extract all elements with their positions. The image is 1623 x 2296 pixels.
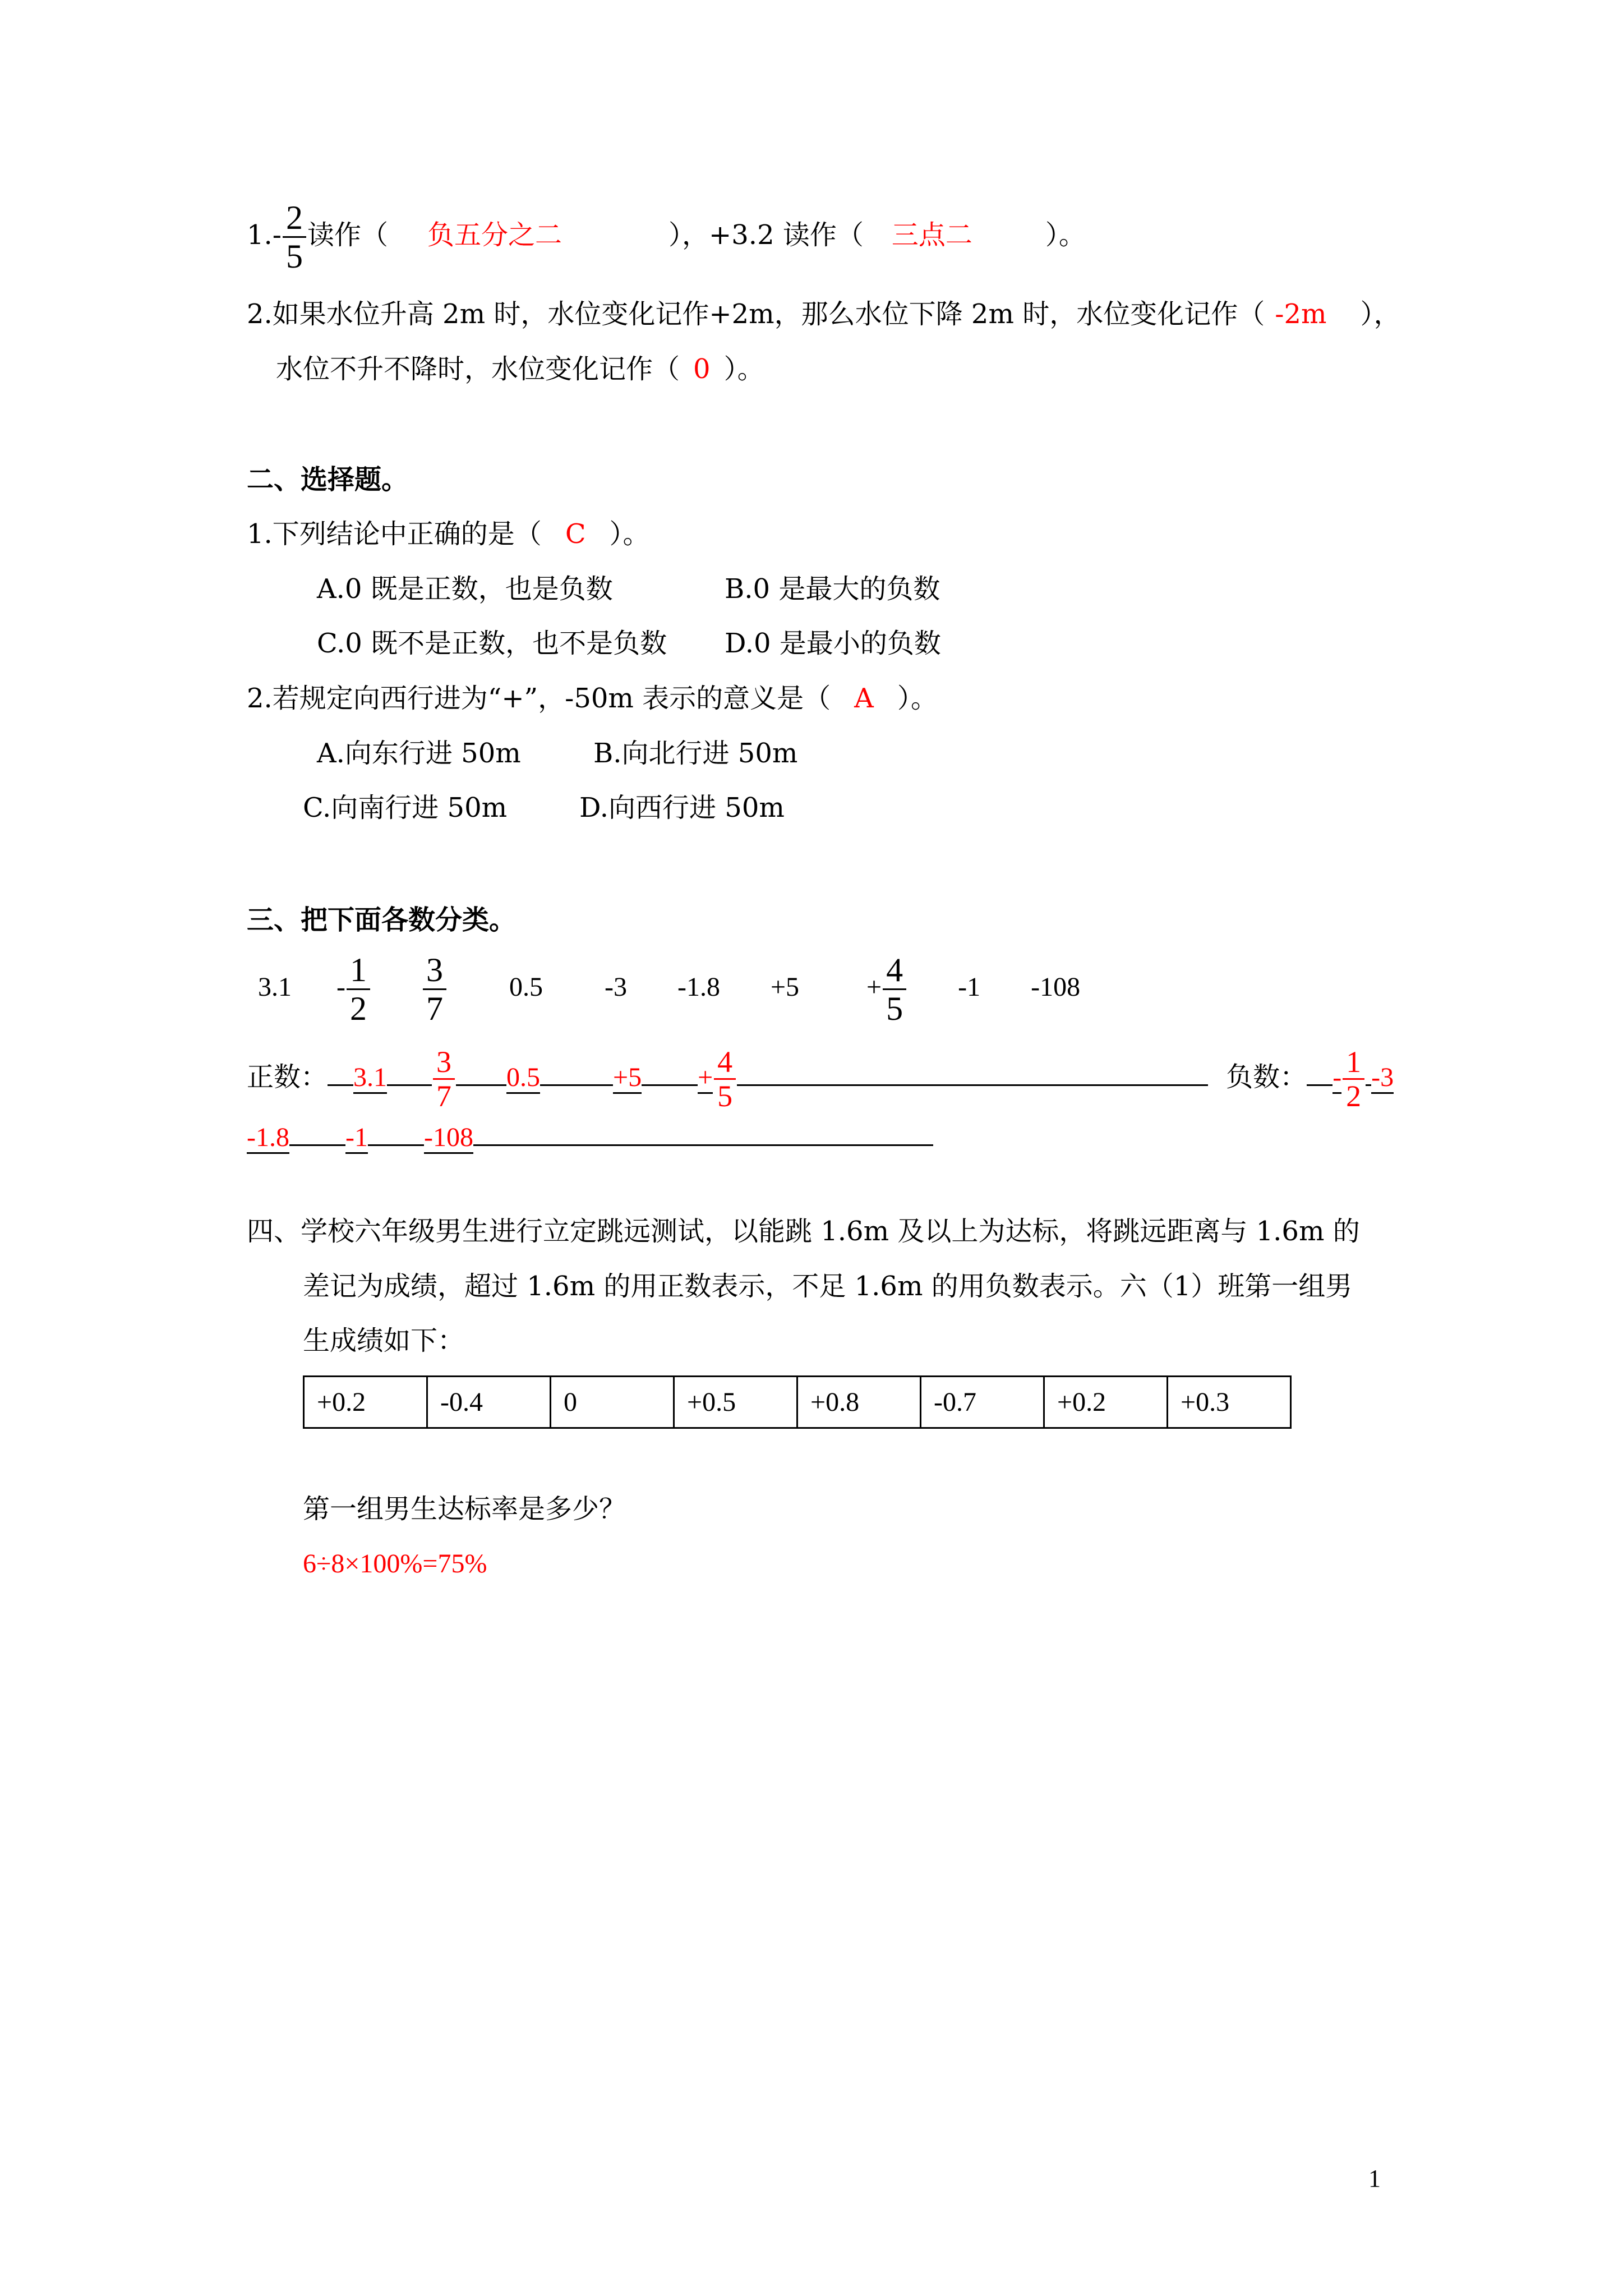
- q2-text-c: 水位不升不降时，水位变化记作（: [276, 353, 680, 385]
- q1-frac-denominator: 5: [286, 238, 303, 275]
- number-item-sign: +: [866, 972, 882, 1002]
- cq1-option-c: C.0 既不是正数，也不是负数: [317, 628, 667, 659]
- frac-denominator: 7: [436, 1079, 452, 1113]
- number-fraction: [883, 951, 906, 1027]
- frac-numerator: 3: [423, 951, 446, 990]
- number-item-sign: -: [336, 972, 345, 1002]
- negative-answer: -108: [424, 1122, 473, 1154]
- negative-answer-sign: -: [1332, 1062, 1341, 1094]
- positive-answer-fraction: [433, 1046, 455, 1112]
- table-cell: -0.7: [921, 1377, 1044, 1428]
- cq1-option-a: A.0 既是正数，也是负数: [317, 573, 613, 605]
- cq1-stem: 1.下列结论中正确的是（: [247, 518, 542, 550]
- frac-numerator: 1: [347, 951, 370, 990]
- frac-denominator: 7: [426, 990, 443, 1028]
- table-cell: +0.5: [674, 1377, 797, 1428]
- problem-line-1: 四、学校六年级男生进行立定跳远测试，以能跳 1.6m 及以上为达标，将跳远距离与 1.6m 的: [247, 1216, 1360, 1247]
- choice-question-1: [247, 517, 650, 551]
- cq2-option-a: A.向东行进 50m: [317, 738, 521, 769]
- number-item: -108: [1031, 972, 1081, 1002]
- table-cell: +0.3: [1168, 1377, 1291, 1428]
- cq1-stem-end: ）。: [609, 518, 650, 550]
- table-cell: -0.4: [427, 1377, 551, 1428]
- cq2-option-d: D.向西行进 50m: [579, 792, 785, 823]
- q1-read-label: 读作（: [307, 219, 389, 251]
- negative-answer-fraction: [1343, 1046, 1364, 1112]
- frac-numerator: 4: [883, 951, 906, 990]
- negative-label: 负数：: [1226, 1061, 1307, 1093]
- frac-numerator: 1: [1343, 1046, 1364, 1080]
- problem-line-2: 差记为成绩，超过 1.6m 的用正数表示，不足 1.6m 的用负数表示。六（1）班第一组男: [303, 1271, 1353, 1302]
- fill-question-2-line-2: [276, 352, 764, 386]
- frac-denominator: 2: [349, 990, 367, 1028]
- cq2-answer: A: [854, 683, 874, 714]
- table-row: [304, 1377, 1291, 1428]
- fill-question-1: [247, 199, 1086, 275]
- section-classify-heading: 三、把下面各数分类。: [247, 904, 517, 936]
- positive-answer-sign: +: [698, 1062, 713, 1094]
- problem-answer: 6÷8×100%=75%: [303, 1549, 487, 1579]
- negative-answer: -1: [345, 1122, 368, 1154]
- q2-text-a: 2.如果水位升高 2m 时，水位变化记作+2m，那么水位下降 2m 时，水位变化记作（: [247, 298, 1265, 330]
- number-item: 3.1: [258, 972, 292, 1002]
- q1-middle-text: ），+3.2 读作（: [668, 219, 864, 251]
- negative-answer: -3: [1371, 1062, 1394, 1094]
- cq1-option-d: D.0 是最小的负数: [725, 628, 941, 659]
- positive-answer: +5: [613, 1062, 642, 1094]
- table-cell: 0: [551, 1377, 674, 1428]
- positive-label: 正数：: [247, 1061, 328, 1093]
- choice-question-2: [247, 682, 938, 715]
- q1-fraction: [283, 199, 306, 275]
- q1-end: ）。: [1045, 219, 1086, 251]
- number-item: -3: [604, 972, 627, 1002]
- cq1-option-b: B.0 是最大的负数: [725, 573, 940, 605]
- q2-answer-1: -2m: [1275, 298, 1327, 330]
- table-cell: +0.8: [797, 1377, 921, 1428]
- number-item: +5: [770, 972, 800, 1002]
- q2-text-b: ），: [1360, 298, 1401, 330]
- frac-denominator: 5: [886, 990, 903, 1028]
- scores-table: [303, 1375, 1292, 1429]
- table-cell: +0.2: [304, 1377, 427, 1428]
- q2-answer-2: 0: [693, 353, 711, 385]
- frac-denominator: 5: [717, 1079, 733, 1113]
- cq2-option-c: C.向南行进 50m: [303, 792, 508, 823]
- section-choice-heading: 二、选择题。: [247, 464, 409, 495]
- table-cell: +0.2: [1044, 1377, 1168, 1428]
- number-item: -1: [958, 972, 981, 1002]
- q1-frac-numerator: 2: [283, 199, 306, 238]
- q1-prefix: 1.-: [247, 219, 282, 251]
- problem-question: 第一组男生达标率是多少？: [303, 1493, 626, 1525]
- positive-answer: 3.1: [353, 1062, 387, 1094]
- frac-numerator: 3: [433, 1046, 455, 1080]
- number-fraction: [423, 951, 446, 1027]
- negative-answer: -1.8: [247, 1122, 289, 1154]
- cq2-stem-end: ）。: [897, 683, 938, 714]
- q1-answer-2: 三点二: [891, 219, 972, 251]
- number-item: 0.5: [509, 972, 543, 1002]
- cq2-option-b: B.向北行进 50m: [593, 738, 798, 769]
- page-number: 1: [1368, 2165, 1381, 2192]
- classify-answer-line-2: [247, 1121, 933, 1154]
- cq1-answer: C: [565, 518, 586, 550]
- cq2-stem: 2.若规定向西行进为“+”，-50m 表示的意义是（: [247, 683, 831, 714]
- number-list: [258, 948, 1080, 1027]
- number-fraction: [347, 951, 370, 1027]
- positive-answer: 0.5: [506, 1062, 540, 1094]
- positive-answer-fraction: [714, 1046, 736, 1112]
- frac-denominator: 2: [1346, 1079, 1362, 1113]
- frac-numerator: 4: [714, 1046, 736, 1080]
- fill-question-2-line-1: [247, 297, 1401, 331]
- problem-line-3: 生成绩如下：: [303, 1325, 465, 1356]
- classify-answer-line-1: [247, 1038, 1394, 1116]
- number-item: -1.8: [677, 972, 720, 1002]
- q1-answer-1: 负五分之二: [427, 219, 562, 251]
- q2-text-d: ）。: [723, 353, 764, 385]
